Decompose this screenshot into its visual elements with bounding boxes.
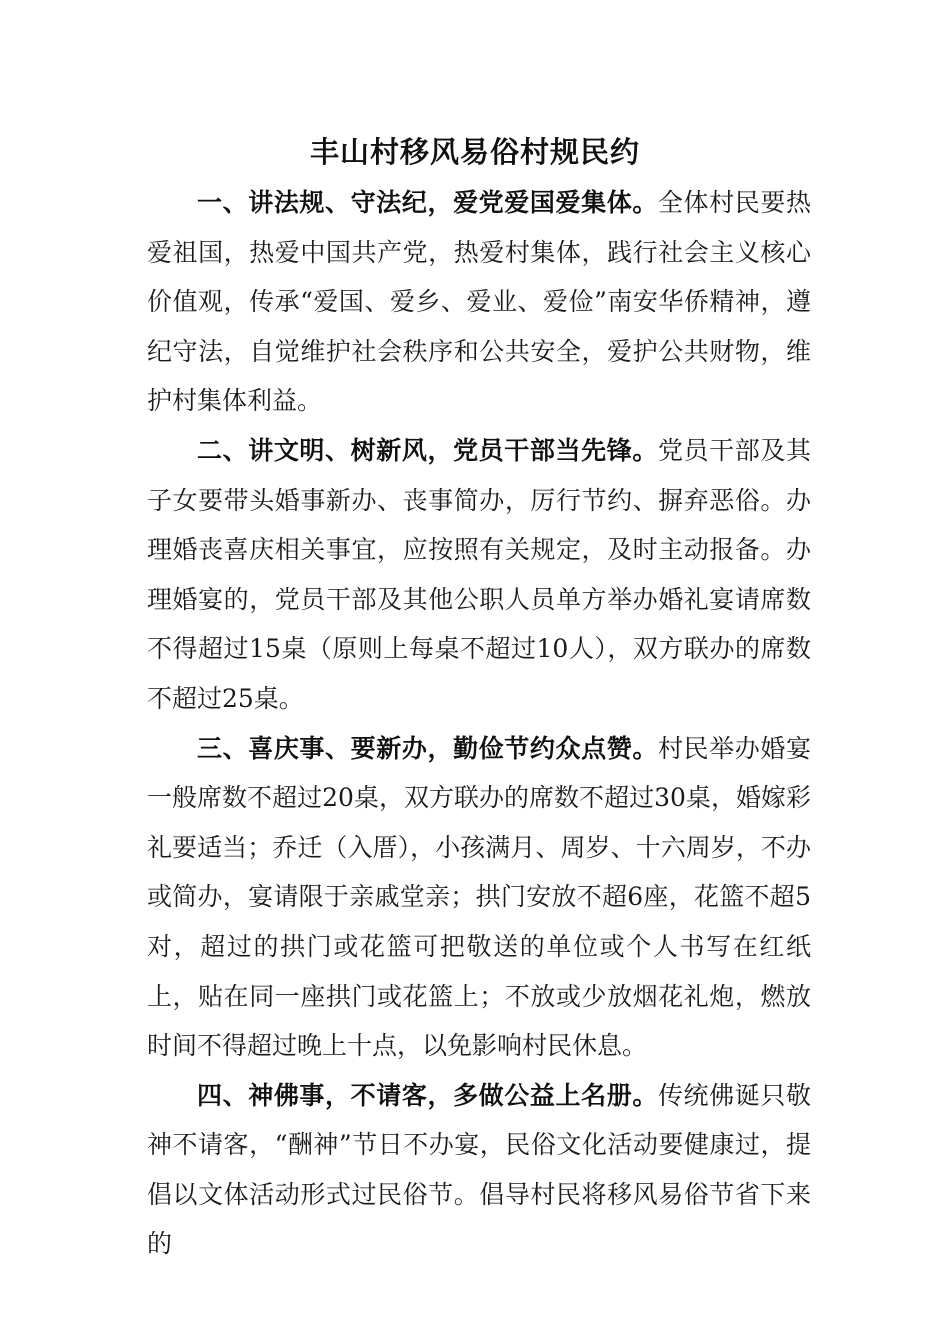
section-1-paragraph — [147, 178, 811, 426]
section-2-text: 党员干部及其子女要带头婚事新办、丧事简办，厉行节约、摒弃恶俗。办理婚丧喜庆相关事宜，应按照有关规定，及时主动报备。办理婚宴的，党员干部及其他公职人员单方举办婚礼宴请席数不得超过15桌（原则上每桌不超过10人），双方联办的席数不超过25桌。 — [147, 435, 811, 713]
document-title: 丰山村移风易俗村规民约 — [309, 135, 640, 169]
section-1-text: 全体村民要热爱祖国，热爱中国共产党，热爱村集体，践行社会主义核心价值观，传承“爱国、爱乡、爱业、爱俭”南安华侨精神，遵纪守法，自觉维护社会秩序和公共安全，爱护公共财物，维护村集体利益。 — [147, 188, 811, 416]
section-3-heading: 三、喜庆事、要新办，勤俭节约众点赞。 — [197, 733, 658, 763]
section-2-paragraph — [147, 426, 811, 724]
section-4-text: 传统佛诞只敬神不请客，“酬神”节日不办宴，民俗文化活动要健康过，提倡以文体活动形式过民俗节。倡导村民将移风易俗节省下来的 — [147, 1080, 811, 1259]
section-4-heading: 四、神佛事，不请客，多做公益上名册。 — [197, 1080, 658, 1110]
section-1-heading: 一、讲法规、守法纪，爱党爱国爱集体。 — [197, 188, 658, 217]
section-2-heading: 二、讲文明、树新风，党员干部当先锋。 — [197, 435, 658, 465]
section-3-paragraph — [147, 724, 811, 1071]
section-4-paragraph — [147, 1071, 811, 1269]
section-3-text: 村民举办婚宴一般席数不超过20桌，双方联办的席数不超过30桌，婚嫁彩礼要适当；乔迁（入厝），小孩满月、周岁、十六周岁，不办或简办，宴请限于亲戚堂亲；拱门安放不超6座，花篮不超5对，超过的拱门或花篮可把敬送的单位或个人书写在红纸上，贴在同一座拱门或花篮上；不放或少放烟花礼炮，燃放时间不得超过晚上十点，以免影响村民休息。 — [147, 733, 811, 1061]
document-body — [147, 178, 811, 1269]
